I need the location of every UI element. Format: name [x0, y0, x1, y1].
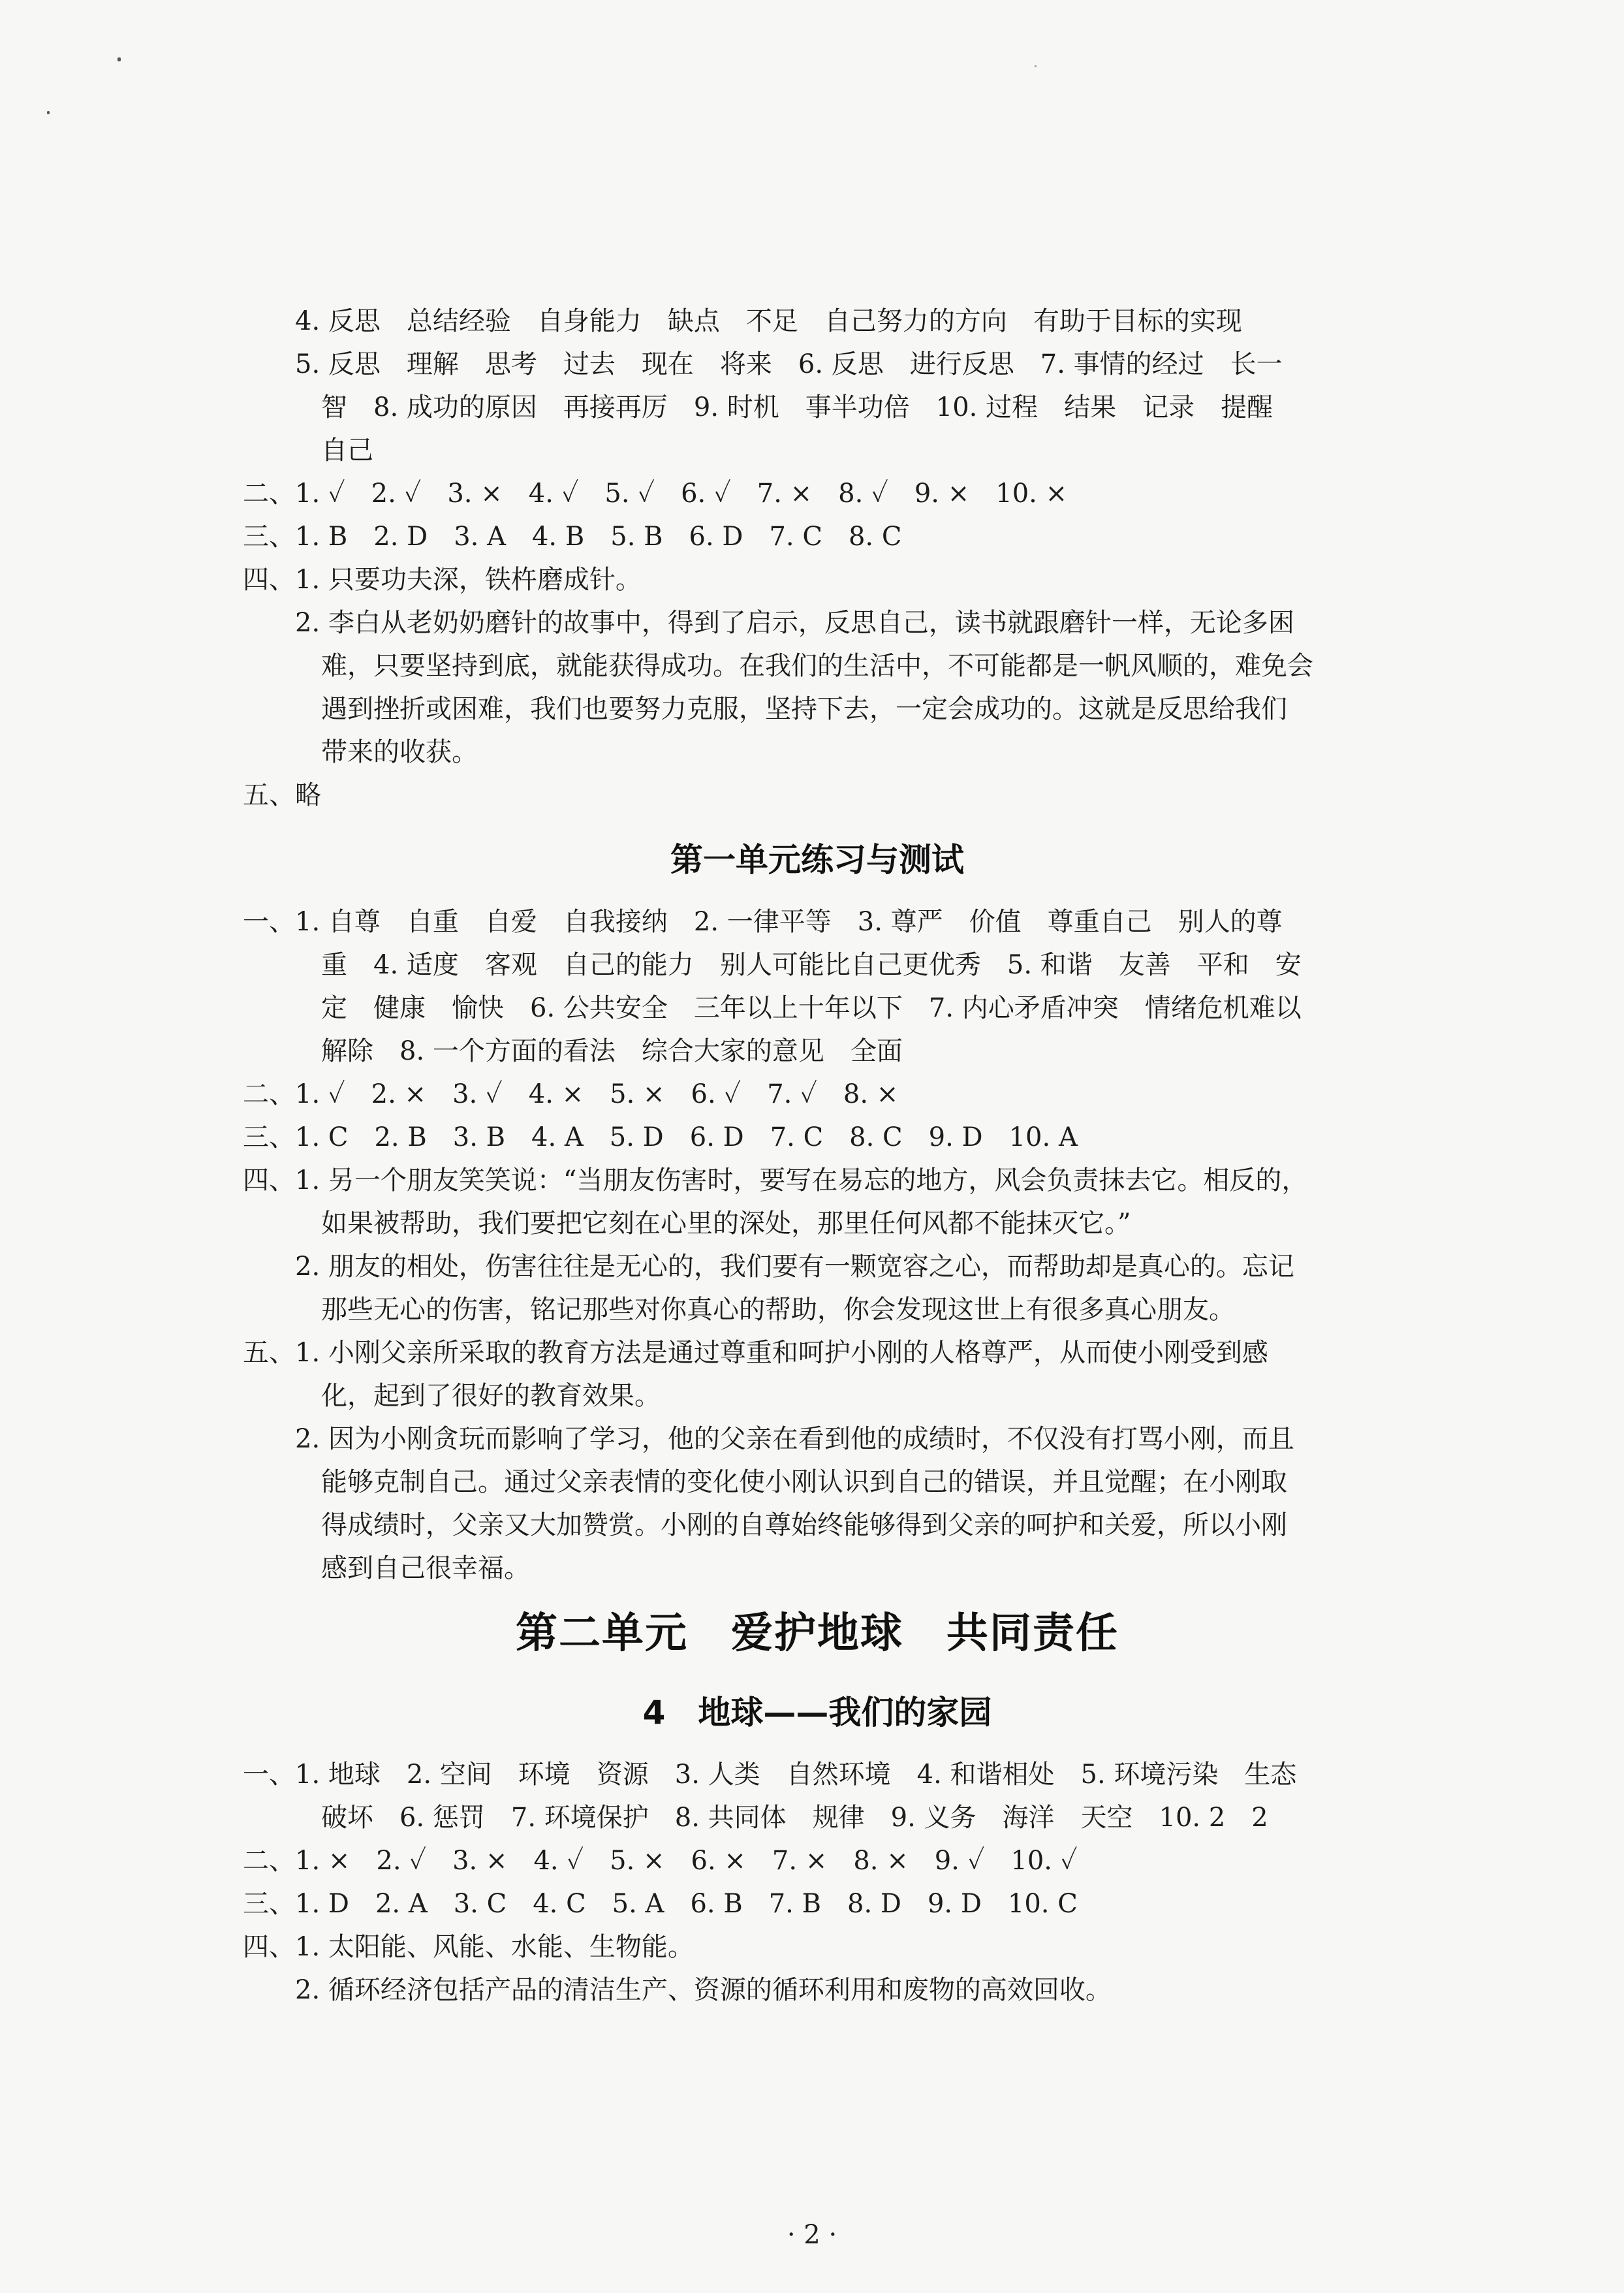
scan-speck — [47, 111, 50, 114]
answer-line: 2. 因为小刚贪玩而影响了学习，他的父亲在看到他的成绩时，不仅没有打骂小刚，而且 — [295, 1424, 1294, 1454]
answer-line: 2. 朋友的相处，伤害往往是无心的，我们要有一颗宽容之心，而帮助却是真心的。忘记 — [295, 1252, 1294, 1282]
answer-line: 定 健康 愉快 6. 公共安全 三年以上十年以下 7. 内心矛盾冲突 情绪危机难以 — [321, 993, 1302, 1023]
page-number: · 2 · — [787, 2220, 837, 2250]
answer-line: 三、1. B 2. D 3. A 4. B 5. B 6. D 7. C 8. C — [243, 522, 902, 552]
answer-line: 破坏 6. 惩罚 7. 环境保护 8. 共同体 规律 9. 义务 海洋 天空 10. 2 2 — [321, 1803, 1268, 1833]
answer-line: 三、1. D 2. A 3. C 4. C 5. A 6. B 7. B 8. D 9. D 10. C — [243, 1889, 1078, 1919]
answer-line: 感到自己很幸福。 — [321, 1553, 530, 1583]
lesson-title: 4 地球——我们的家园 — [642, 1694, 992, 1732]
answer-line: 四、1. 只要功夫深，铁杵磨成针。 — [243, 565, 642, 595]
unit-title: 第二单元 爱护地球 共同责任 — [516, 1609, 1119, 1658]
answer-line: 解除 8. 一个方面的看法 综合大家的意见 全面 — [321, 1036, 903, 1066]
answer-line: 一、1. 地球 2. 空间 环境 资源 3. 人类 自然环境 4. 和谐相处 5. 环境污染 生态 — [243, 1760, 1297, 1790]
scan-speck — [1035, 65, 1037, 67]
answer-line: 三、1. C 2. B 3. B 4. A 5. D 6. D 7. C 8. C 9. D 10. A — [243, 1122, 1078, 1152]
answer-line: 四、1. 太阳能、风能、水能、生物能。 — [243, 1932, 694, 1962]
answer-line: 5. 反思 理解 思考 过去 现在 将来 6. 反思 进行反思 7. 事情的经过 长一 — [295, 349, 1283, 379]
answer-line: 化，起到了很好的教育效果。 — [321, 1381, 661, 1411]
answer-line: 重 4. 适度 客观 自己的能力 别人可能比自己更优秀 5. 和谐 友善 平和 安 — [321, 950, 1302, 980]
answer-line: 二、1. × 2. ✓ 3. × 4. ✓ 5. × 6. × 7. × 8. × 9. ✓ 10. ✓ — [243, 1846, 1078, 1876]
answer-line: 一、1. 自尊 自重 自爱 自我接纳 2. 一律平等 3. 尊严 价值 尊重自己 别人的尊 — [243, 907, 1283, 937]
answer-line: 2. 李白从老奶奶磨针的故事中，得到了启示，反思自己，读书就跟磨针一样，无论多困 — [295, 608, 1294, 638]
scan-speck — [117, 57, 121, 61]
answer-line: 四、1. 另一个朋友笑笑说：“当朋友伤害时，要写在易忘的地方，风会负责抹去它。相反的， — [243, 1165, 1308, 1195]
answer-line: 得成绩时，父亲又大加赞赏。小刚的自尊始终能够得到父亲的呵护和关爱，所以小刚 — [321, 1510, 1287, 1540]
answer-line: 二、1. ✓ 2. × 3. ✓ 4. × 5. × 6. ✓ 7. ✓ 8. × — [243, 1079, 899, 1109]
answer-line: 4. 反思 总结经验 自身能力 缺点 不足 自己努力的方向 有助于目标的实现 — [295, 306, 1242, 336]
answer-line: 难，只要坚持到底，就能获得成功。在我们的生活中，不可能都是一帆风顺的，难免会 — [321, 651, 1313, 681]
answer-line: 带来的收获。 — [321, 737, 478, 767]
answer-line: 五、略 — [243, 780, 321, 810]
answer-line: 2. 循环经济包括产品的清洁生产、资源的循环利用和废物的高效回收。 — [295, 1975, 1112, 2005]
answer-line: 如果被帮助，我们要把它刻在心里的深处，那里任何风都不能抹灭它。” — [321, 1209, 1131, 1239]
answer-line: 二、1. ✓ 2. ✓ 3. × 4. ✓ 5. ✓ 6. ✓ 7. × 8. ✓ 9. × 10. × — [243, 479, 1068, 509]
answer-line: 五、1. 小刚父亲所采取的教育方法是通过尊重和呵护小刚的人格尊严，从而使小刚受到感 — [243, 1338, 1268, 1368]
answer-line: 自己 — [321, 435, 373, 466]
answer-line: 能够克制自己。通过父亲表情的变化使小刚认识到自己的错误，并且觉醒；在小刚取 — [321, 1467, 1287, 1497]
section-title: 第一单元练习与测试 — [670, 841, 964, 879]
answer-line: 那些无心的伤害，铭记那些对你真心的帮助，你会发现这世上有很多真心朋友。 — [321, 1295, 1235, 1325]
answer-line: 智 8. 成功的原因 再接再厉 9. 时机 事半功倍 10. 过程 结果 记录 提醒 — [321, 392, 1273, 422]
answer-line: 遇到挫折或困难，我们也要努力克服，坚持下去，一定会成功的。这就是反思给我们 — [321, 694, 1287, 724]
